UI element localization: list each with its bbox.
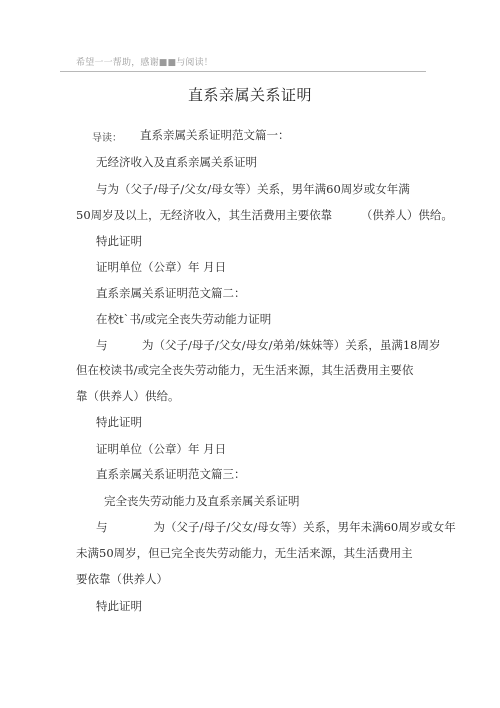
closing-line: 特此证明 [96,599,142,613]
section-heading-3: 直系亲属关系证明范文篇三： [96,467,246,481]
signature-line: 证明单位（公章）年 月日 [96,260,227,274]
lead-label: 导读： [92,133,122,144]
paragraph-line: 50周岁及以上，无经济收入，其生活费用主要依靠 （供养人）供给。 [76,208,453,222]
paragraph-line: 但在校读书/或完全丧失劳动能力，无生活来源，其生活费用主要依 [76,363,414,377]
paragraph-line: 靠（供养人）供给。 [76,389,180,403]
section-heading-1: 直系亲属关系证明范文篇一： [140,128,290,142]
paragraph-line: 完全丧失劳动能力及直系亲属关系证明 [104,494,300,508]
paragraph-line: 与为（父子/母子/父女/母女等）关系，男年满60周岁或女年满 [96,182,410,196]
section-heading-2: 直系亲属关系证明范文篇二： [96,286,246,300]
paragraph-line: 与 为（父子/母子/父女/母女等）关系，男年未满60周岁或女年 [96,520,456,534]
header-divider [60,71,426,72]
signature-line: 证明单位（公章）年 月日 [96,442,227,456]
paragraph-line: 未满50周岁，但已完全丧失劳动能力，无生活来源，其生活费用主 [76,546,413,560]
closing-line: 特此证明 [96,234,142,248]
header-note: 希望一一帮助，感谢■■与阅读！ [76,58,214,68]
closing-line: 特此证明 [96,415,142,429]
paragraph-line: 在校t`书/或完全丧失劳动能力证明 [96,312,272,326]
document-title: 直系亲属关系证明 [187,86,312,104]
paragraph-line: 与 为（父子/母子/父女/母女/弟弟/妹妹等）关系，虽满18周岁 [96,338,441,352]
paragraph-line: 要依靠（供养人） [76,572,168,586]
paragraph-line: 无经济收入及直系亲属关系证明 [96,155,257,169]
